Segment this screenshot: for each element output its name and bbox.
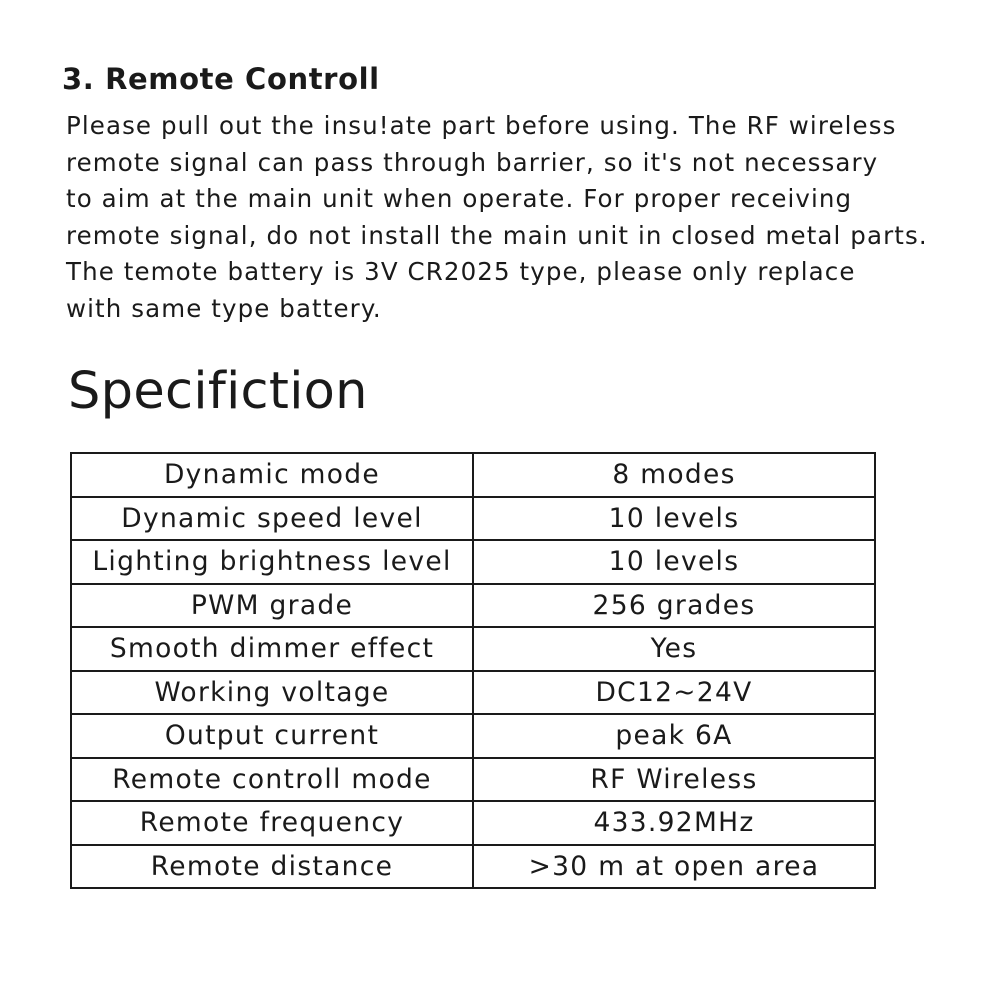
table-row <box>71 497 875 541</box>
spec-param-cell: PWM grade <box>71 584 473 628</box>
spec-param-cell: Output current <box>71 714 473 758</box>
table-row <box>71 671 875 715</box>
spec-value-cell: 433.92MHz <box>473 801 875 845</box>
table-row <box>71 714 875 758</box>
table-row <box>71 627 875 671</box>
spec-param-cell: Remote controll mode <box>71 758 473 802</box>
spec-param-cell: Working voltage <box>71 671 473 715</box>
spec-param-cell: Remote frequency <box>71 801 473 845</box>
spec-value-cell: >30 m at open area <box>473 845 875 889</box>
paragraph-line: with same type battery. <box>66 293 382 323</box>
spec-param-cell: Dynamic speed level <box>71 497 473 541</box>
spec-value-cell: DC12~24V <box>473 671 875 715</box>
spec-value-cell: 10 levels <box>473 497 875 541</box>
table-row <box>71 584 875 628</box>
paragraph-line: remote signal can pass through barrier, so it's not necessary <box>66 147 879 177</box>
spec-value-cell: Yes <box>473 627 875 671</box>
spec-value-cell: 8 modes <box>473 453 875 497</box>
remote-control-paragraph <box>66 108 966 327</box>
table-row <box>71 453 875 497</box>
table-row <box>71 540 875 584</box>
paragraph-line: to aim at the main unit when operate. For proper receiving <box>66 184 853 213</box>
spec-param-cell: Smooth dimmer effect <box>71 627 473 671</box>
paragraph-line: Please pull out the insu!ate part before using. The RF wireless <box>66 111 897 140</box>
spec-title: Specifiction <box>68 362 368 421</box>
spec-param-cell: Lighting brightness level <box>71 540 473 584</box>
paragraph-line: The temote battery is 3V CR2025 type, please only replace <box>66 257 856 286</box>
spec-value-cell: 10 levels <box>473 540 875 584</box>
spec-value-cell: peak 6A <box>473 714 875 758</box>
spec-table <box>70 452 876 889</box>
spec-value-cell: 256 grades <box>473 584 875 628</box>
table-row <box>71 801 875 845</box>
table-row <box>71 758 875 802</box>
table-row <box>71 845 875 889</box>
section-heading: 3. Remote Controll <box>62 62 380 96</box>
spec-param-cell: Remote distance <box>71 845 473 889</box>
paragraph-line: remote signal, do not install the main unit in closed metal parts. <box>66 220 928 250</box>
spec-param-cell: Dynamic mode <box>71 453 473 497</box>
spec-value-cell: RF Wireless <box>473 758 875 802</box>
